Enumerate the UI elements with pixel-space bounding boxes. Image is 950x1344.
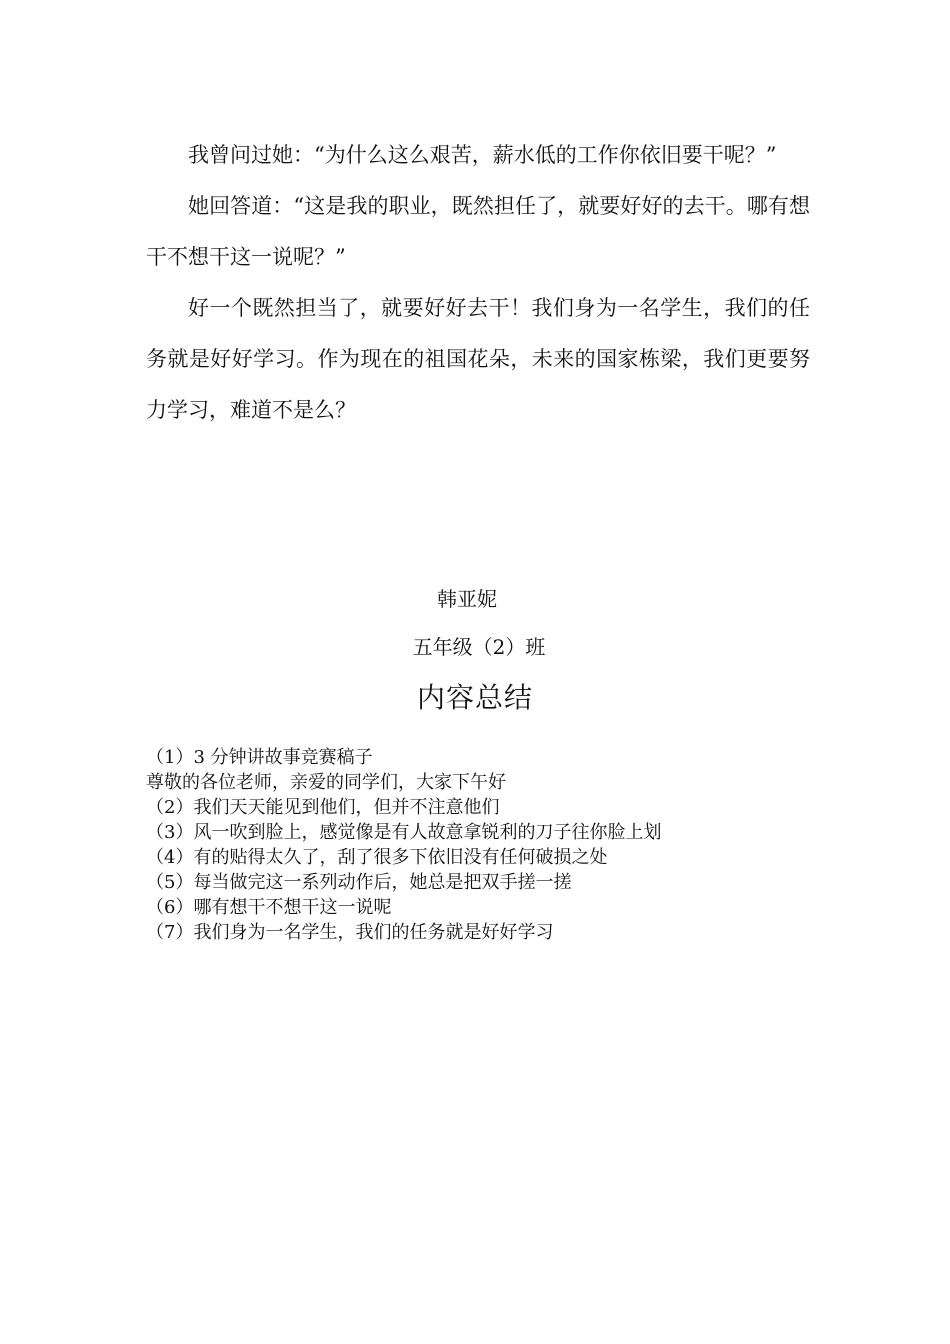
body-text: [146, 130, 810, 436]
author-class: 五年级（2）班: [412, 635, 546, 659]
summary-item: （7）我们身为一名学生，我们的任务就是好好学习: [146, 922, 554, 943]
paragraph: 好一个既然担当了，就要好好去干！我们身为一名学生，我们的任务就是好好学习。作为现在的祖国花朵，未来的国家栋梁，我们更要努力学习，难道不是么？: [146, 296, 810, 422]
summary-item: （5）每当做完这一系列动作后，她总是把双手搓一搓: [146, 872, 572, 893]
summary-item: （2）我们天天能见到他们，但并不注意他们: [146, 797, 500, 818]
author-name: 韩亚妮: [437, 587, 497, 611]
summary-item: （1）3 分钟讲故事竞赛稿子: [146, 747, 373, 768]
summary-list: [146, 745, 826, 945]
summary-item: （6）哪有想干不想干这一说呢: [146, 897, 392, 918]
summary-title: 内容总结: [416, 681, 533, 714]
paragraph: 我曾问过她：“为什么这么艰苦，薪水低的工作你依旧要干呢？”: [188, 143, 777, 167]
summary-item: 尊敬的各位老师，亲爱的同学们，大家下午好: [146, 772, 506, 793]
summary-item: （4）有的贴得太久了，刮了很多下依旧没有任何破损之处: [146, 847, 608, 868]
summary-item: （3）风一吹到脸上，感觉像是有人故意拿锐利的刀子往你脸上划: [146, 822, 662, 843]
paragraph: 她回答道：“这是我的职业，既然担任了，就要好好的去干。哪有想干不想干这一说呢？”: [146, 194, 810, 269]
